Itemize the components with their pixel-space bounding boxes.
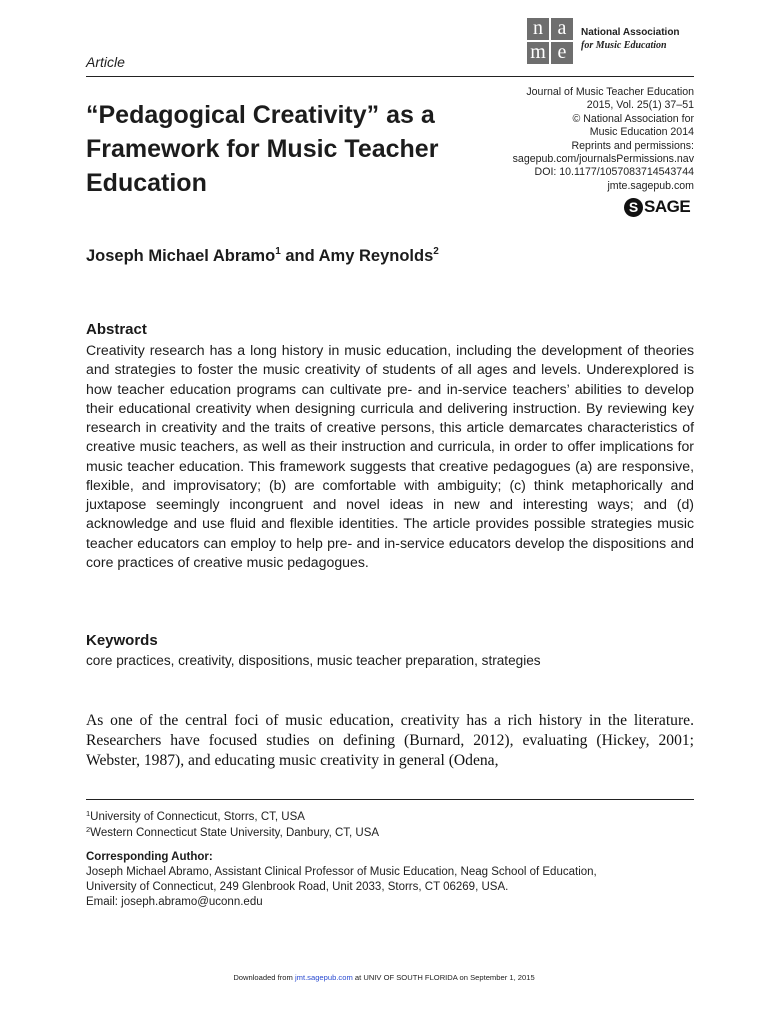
logo-tile: e (551, 42, 573, 64)
download-note (0, 973, 768, 982)
affiliation-marker: 2 (86, 825, 91, 834)
author-joiner: and (280, 247, 319, 265)
nafme-logo (527, 18, 697, 72)
affiliation-text: University of Connecticut, Storrs, CT, USA (90, 811, 305, 823)
journal-website[interactable]: jmte.sagepub.com (607, 179, 694, 192)
author-affil-marker: 1 (275, 246, 281, 257)
author-list (86, 246, 439, 266)
corresponding-author-email[interactable]: Email: joseph.abramo@uconn.edu (86, 896, 263, 908)
abstract-heading: Abstract (86, 321, 147, 338)
article-type-label: Article (86, 54, 125, 70)
logo-tile: a (551, 18, 573, 40)
affiliation-text: Western Connecticut State University, Danbury, CT, USA (90, 827, 380, 839)
logo-name-line2: for Music Education (581, 40, 667, 51)
download-link[interactable]: jmt.sagepub.com (294, 973, 353, 982)
logo-tile: n (527, 18, 549, 40)
header-rule (86, 76, 694, 77)
journal-reprints: Reprints and permissions: (571, 139, 694, 152)
sage-symbol-icon: S (624, 198, 643, 217)
keywords-heading: Keywords (86, 632, 158, 649)
footnote-rule (86, 799, 694, 800)
corresponding-author-line: University of Connecticut, 249 Glenbrook Road, Unit 2033, Storrs, CT 06269, USA. (86, 881, 509, 893)
affiliation (86, 825, 379, 839)
sage-wordmark: SAGE (644, 197, 691, 216)
logo-name (581, 26, 680, 52)
author-name: Joseph Michael Abramo (86, 247, 276, 265)
journal-name: Journal of Music Teacher Education (526, 86, 694, 98)
journal-volume: 2015, Vol. 25(1) 37–51 (586, 99, 694, 112)
corresponding-author-heading: Corresponding Author: (86, 851, 213, 863)
sage-logo (624, 197, 690, 217)
author-affil-marker: 2 (433, 246, 439, 257)
download-suffix: at UNIV OF SOUTH FLORIDA on September 1, 2015 (352, 973, 535, 982)
logo-tile: m (527, 42, 549, 64)
abstract-text: Creativity research has a long history in music education, including the development of theories and strategies to foster the music creativity of students of all ages and levels. Underexplored is how teacher education programs can cultivate pre- and in-service teachers’ abilities to develop their educational creativity when designing curricula and delivering instruction. By reviewing key research in creativity and the traits of creative persons, this article demarcates characteristics of creative music teachers, as well as their instruction and curricula, in order to offer implications for music teacher education. This framework suggests that creative pedagogues (a) are responsive, flexible, and improvisatory; (b) are comfortable with ambiguity; (c) think metaphorically and juxtapose seemingly incongruent and novel ideas in new and interesting ways; and (d) acknowledge and use fluid and flexible identities. The article provides possible strategies music teacher educators can employ to help pre- and in-service educators develop the dispositions and core practices of creative music pedagogues. (86, 342, 694, 570)
affiliation (86, 809, 305, 823)
journal-copyright: © National Association for (572, 112, 694, 125)
logo-name-line1: National Association (581, 27, 680, 38)
journal-copyright-cont: Music Education 2014 (589, 126, 694, 139)
journal-info (474, 86, 694, 193)
corresponding-author-line: Joseph Michael Abramo, Assistant Clinical Professor of Music Education, Neag School of Education, (86, 866, 597, 878)
affiliation-marker: 1 (86, 809, 91, 818)
author-name: Amy Reynolds (318, 247, 434, 265)
journal-doi[interactable]: DOI: 10.1177/1057083714543744 (534, 166, 694, 179)
journal-permissions-url[interactable]: sagepub.com/journalsPermissions.nav (512, 153, 694, 166)
article-title: “Pedagogical Creativity” as a Framework for Music Teacher Education (86, 101, 439, 197)
body-paragraph: As one of the central foci of music education, creativity has a rich history in the literature. Researchers have focused studies on defining (Burnard, 2012), evaluating (Hickey, 2001; Webster, 1987), and educating music creativity in general (Odena, (86, 712, 694, 769)
keywords-text: core practices, creativity, dispositions, music teacher preparation, strategies (86, 653, 541, 668)
download-prefix: Downloaded from (233, 973, 295, 982)
